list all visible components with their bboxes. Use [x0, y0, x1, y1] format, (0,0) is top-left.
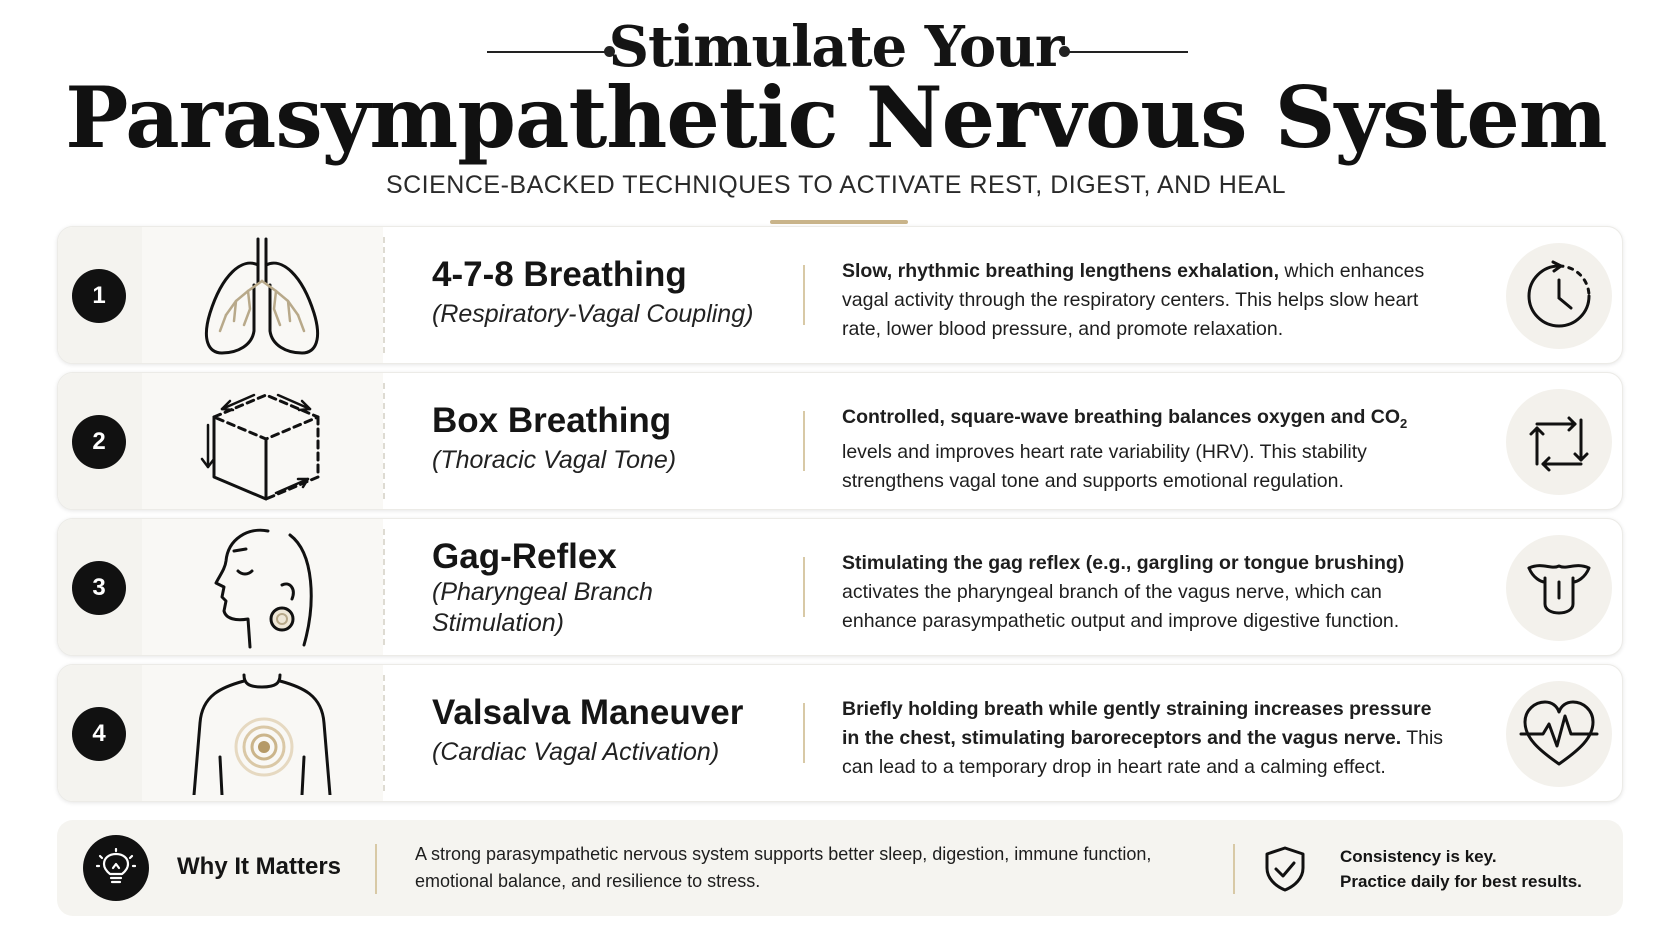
footer-heading: Why It Matters	[177, 853, 342, 880]
cube-icon	[192, 381, 332, 503]
page-title: Parasympathetic Nervous System	[65, 68, 1607, 167]
shield-check-icon	[1263, 846, 1307, 892]
technique-subtitle: (Pharyngeal Branch Stimulation)	[432, 578, 653, 637]
header	[0, 0, 1672, 230]
lightbulb-icon	[83, 835, 149, 901]
technique-number: 4	[72, 707, 126, 761]
technique-name: Valsalva Maneuver	[432, 693, 744, 732]
footer-tip	[1340, 844, 1582, 894]
technique-number: 1	[72, 269, 126, 323]
technique-subtitle: (Respiratory-Vagal Coupling)	[432, 300, 754, 328]
tongue-icon	[1523, 552, 1595, 624]
box-cycle-icon	[1523, 406, 1595, 478]
face-profile-icon	[192, 527, 332, 649]
technique-side-icon	[1506, 389, 1612, 495]
technique-description: Stimulating the gag reflex (e.g., gargling or tongue brushing) activates the pharyngeal branch of the vagus nerve, which can enhance parasympathetic output and improve digestive function.	[842, 552, 1405, 632]
technique-card-4	[57, 664, 1623, 802]
technique-description: Briefly holding breath while gently straining increases pressure in the chest, stimulating baroreceptors and the vagus nerve. This can lead to a temporary drop in heart rate and a calming effect.	[842, 698, 1444, 778]
footer-text: A strong parasympathetic nervous system supports better sleep, digestion, immune function, emotional balance, and resilience to stress.	[415, 844, 1152, 891]
technique-subtitle: (Thoracic Vagal Tone)	[432, 446, 677, 474]
technique-name: 4-7-8 Breathing	[432, 255, 687, 294]
page-title-top: Stimulate Your	[608, 14, 1064, 80]
footer-tip-line-1: Consistency is key.	[1340, 847, 1497, 866]
heart-pulse-icon	[1519, 698, 1599, 770]
technique-card-3	[57, 518, 1623, 656]
technique-subtitle: (Cardiac Vagal Activation)	[432, 738, 720, 766]
timer-icon	[1523, 260, 1595, 332]
torso-icon	[192, 673, 332, 795]
lungs-icon	[192, 235, 332, 357]
technique-card-1	[57, 226, 1623, 364]
page-subtitle: SCIENCE-BACKED TECHNIQUES TO ACTIVATE REST, DIGEST, AND HEAL	[385, 171, 1287, 199]
technique-number: 3	[72, 561, 126, 615]
technique-side-icon	[1506, 243, 1612, 349]
technique-name: Gag-Reflex	[432, 537, 617, 576]
technique-description: Slow, rhythmic breathing lengthens exhalation, which enhances vagal activity through the respiratory centers. This helps slow heart rate, lower blood pressure, and promote relaxation.	[842, 260, 1425, 340]
title-accent-bar	[770, 220, 908, 224]
technique-name: Box Breathing	[432, 401, 672, 440]
technique-side-icon	[1506, 681, 1612, 787]
technique-description: Controlled, square-wave breathing balances oxygen and $CO_2$ levels and improves heart rate variability (HRV). This stability strengthens vagal tone and supports emotional regulation.	[842, 406, 1408, 492]
technique-card-2	[57, 372, 1623, 510]
footer-why-it-matters	[57, 820, 1623, 916]
footer-tip-line-2: Practice daily for best results.	[1340, 872, 1582, 891]
technique-side-icon	[1506, 535, 1612, 641]
technique-number: 2	[72, 415, 126, 469]
